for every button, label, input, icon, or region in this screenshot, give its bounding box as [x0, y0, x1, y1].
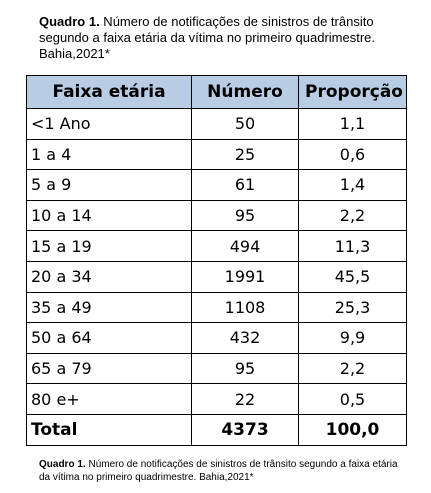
table-row	[27, 231, 407, 262]
caption-bottom	[39, 458, 409, 484]
total-label: Total	[27, 414, 192, 445]
header-row	[27, 76, 407, 109]
table-row	[27, 139, 407, 170]
cell-proportion: 2,2	[299, 200, 407, 231]
total-row	[27, 414, 407, 445]
cell-number: 1991	[192, 261, 299, 292]
caption-top	[39, 14, 409, 62]
total-number: 4373	[192, 414, 299, 445]
table-header	[27, 76, 407, 109]
cell-age-group: 10 a 14	[27, 200, 192, 231]
cell-proportion: 2,2	[299, 353, 407, 384]
cell-age-group: 20 a 34	[27, 261, 192, 292]
table-row	[27, 109, 407, 140]
age-group-table	[26, 75, 407, 446]
caption-bottom-text: Número de notificações de sinistros de trânsito segundo a faixa etária da vítima no primeiro quadrimestre. Bahia,2021*	[39, 459, 398, 483]
cell-proportion: 11,3	[299, 231, 407, 262]
cell-age-group: 65 a 79	[27, 353, 192, 384]
header-proportion: Proporção	[299, 76, 407, 109]
cell-number: 95	[192, 353, 299, 384]
cell-age-group: 35 a 49	[27, 292, 192, 323]
table-row	[27, 200, 407, 231]
cell-age-group: <1 Ano	[27, 109, 192, 140]
cell-proportion: 1,1	[299, 109, 407, 140]
table-body	[27, 109, 407, 446]
cell-proportion: 25,3	[299, 292, 407, 323]
cell-number: 50	[192, 109, 299, 140]
caption-top-text: Número de notificações de sinistros de trânsito segundo a faixa etária da vítima no primeiro quadrimestre. Bahia,2021*	[39, 14, 376, 61]
caption-top-label: Quadro 1.	[39, 14, 100, 29]
cell-number: 25	[192, 139, 299, 170]
cell-number: 95	[192, 200, 299, 231]
cell-proportion: 45,5	[299, 261, 407, 292]
cell-age-group: 5 a 9	[27, 170, 192, 201]
caption-bottom-label: Quadro 1.	[39, 459, 86, 470]
cell-number: 1108	[192, 292, 299, 323]
header-age-group: Faixa etária	[27, 76, 192, 109]
cell-proportion: 0,5	[299, 384, 407, 415]
cell-age-group: 1 a 4	[27, 139, 192, 170]
cell-number: 494	[192, 231, 299, 262]
header-number: Número	[192, 76, 299, 109]
cell-age-group: 80 e+	[27, 384, 192, 415]
cell-age-group: 50 a 64	[27, 323, 192, 354]
table-row	[27, 323, 407, 354]
cell-proportion: 1,4	[299, 170, 407, 201]
table-row	[27, 292, 407, 323]
table-row	[27, 170, 407, 201]
cell-number: 61	[192, 170, 299, 201]
cell-number: 432	[192, 323, 299, 354]
cell-age-group: 15 a 19	[27, 231, 192, 262]
table-row	[27, 353, 407, 384]
cell-proportion: 0,6	[299, 139, 407, 170]
cell-proportion: 9,9	[299, 323, 407, 354]
table-row	[27, 261, 407, 292]
table-row	[27, 384, 407, 415]
total-proportion: 100,0	[299, 414, 407, 445]
table-container	[26, 75, 406, 446]
cell-number: 22	[192, 384, 299, 415]
